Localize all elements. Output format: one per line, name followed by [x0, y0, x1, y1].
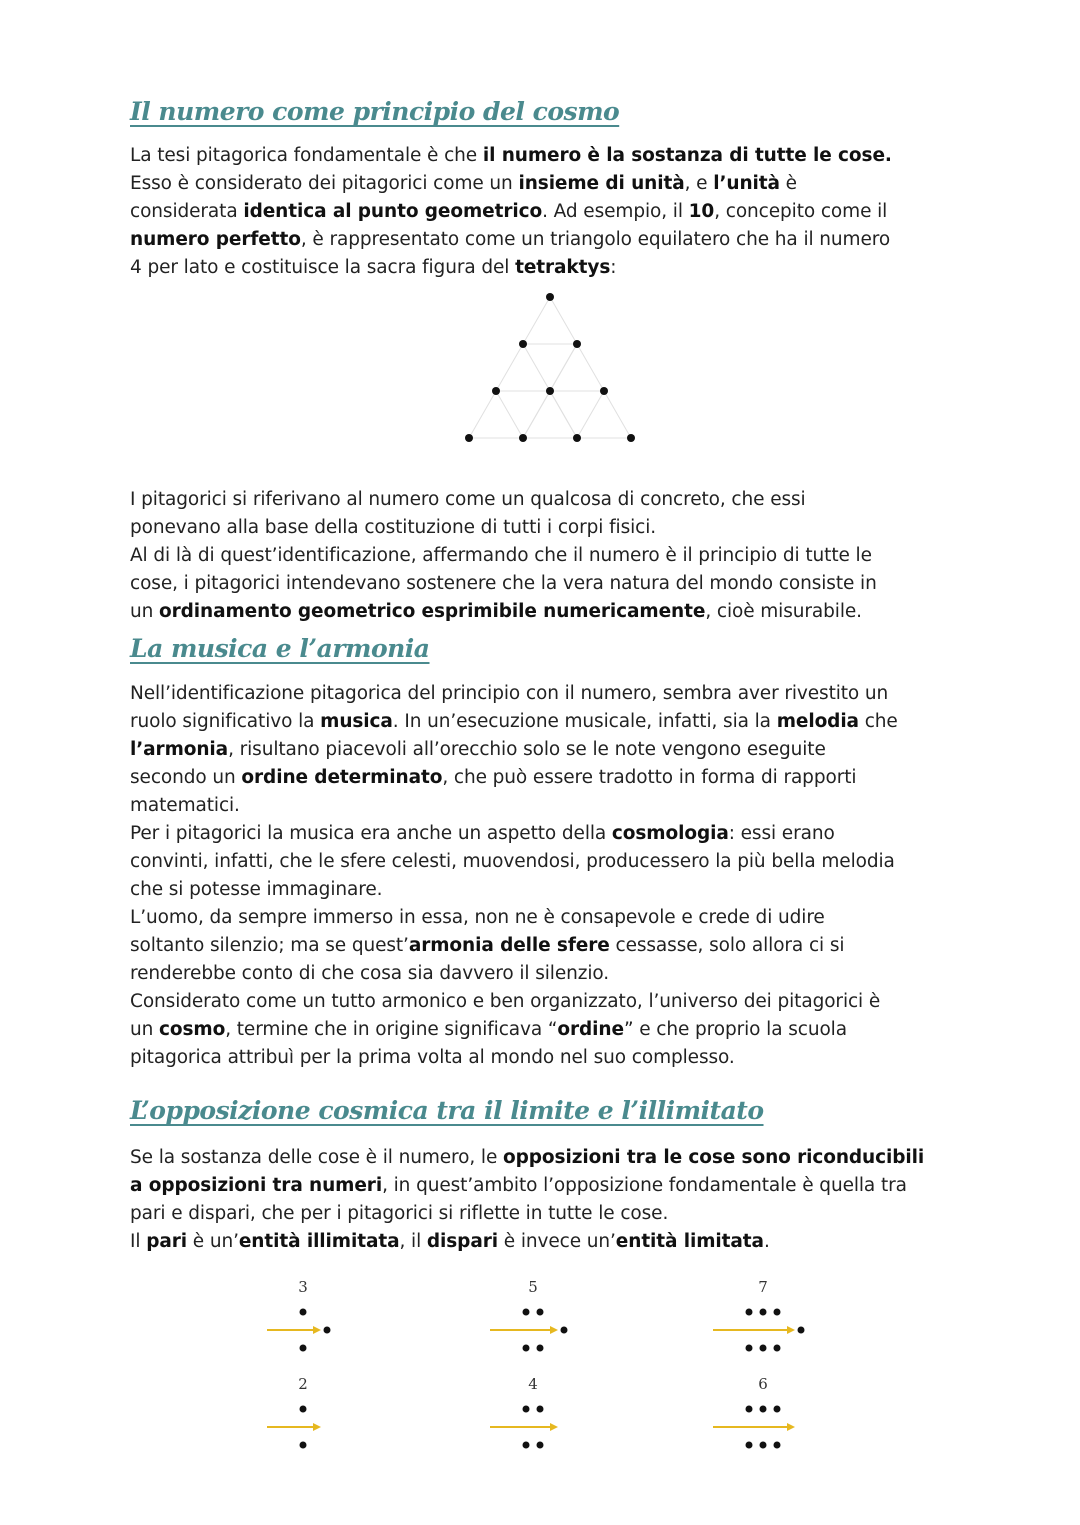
figure-dot	[300, 1309, 307, 1316]
text-run: , e	[684, 173, 714, 194]
text-line	[130, 198, 960, 226]
extra-dot	[561, 1327, 568, 1334]
text-line	[130, 932, 960, 960]
text-run: Il	[130, 1231, 147, 1252]
text-run: ponevano alla base della costituzione di tutti i corpi fisici.	[130, 517, 657, 538]
even-number-label: 4	[528, 1375, 538, 1393]
text-line	[130, 486, 960, 514]
figure-dot	[774, 1345, 781, 1352]
text-line	[130, 1228, 960, 1256]
text-run: un	[130, 601, 160, 622]
text-run: . Ad esempio, il	[542, 201, 689, 222]
text-line	[130, 848, 960, 876]
arrow-head	[313, 1326, 321, 1334]
bold-text: il numero è la sostanza di tutte le cose.	[482, 145, 892, 166]
arrow-head	[787, 1326, 795, 1334]
figure-dot	[523, 1345, 530, 1352]
text-run: pari e dispari, che per i pitagorici si riflette in tutte le cose.	[130, 1203, 669, 1224]
tetraktys-dot	[465, 434, 473, 442]
figure-dot	[774, 1442, 781, 1449]
section-heading-opposizione: L’opposizione cosmica tra il limite e l’illimitato	[130, 1096, 764, 1125]
text-line	[130, 1172, 960, 1200]
text-run: cose, i pitagorici intendevano sostenere che la vera natura del mondo consiste in	[130, 573, 877, 594]
figure-dot	[537, 1345, 544, 1352]
figure-dot	[523, 1442, 530, 1449]
text-run: Nell’identificazione pitagorica del principio con il numero, sembra aver rivestito un	[130, 683, 889, 704]
figure-dot	[746, 1406, 753, 1413]
text-run: 4 per lato e costituisce la sacra figura del	[130, 257, 516, 278]
text-run: è	[779, 173, 797, 194]
text-run: Al di là di quest’identificazione, affermando che il numero è il principio di tutte le	[130, 545, 872, 566]
figure-dot	[760, 1442, 767, 1449]
text-run: . In un’esecuzione musicale, infatti, sia la	[392, 711, 777, 732]
text-run: che	[858, 711, 898, 732]
bold-text: l’armonia	[130, 739, 229, 760]
figure-dot	[523, 1406, 530, 1413]
tetraktys-dot	[519, 340, 527, 348]
odd-number-label: 7	[758, 1278, 768, 1296]
bold-text: cosmo	[159, 1019, 226, 1040]
tetraktys-dot	[519, 434, 527, 442]
bold-text: musica	[320, 711, 393, 732]
arrow-head	[550, 1423, 558, 1431]
text-run: renderebbe conto di che cosa sia davvero il silenzio.	[130, 963, 610, 984]
bold-text: ordinamento geometrico esprimibile numericamente	[159, 601, 706, 622]
text-line	[130, 1200, 960, 1228]
odd-even-figures	[230, 1270, 850, 1455]
bold-text: numero perfetto	[130, 229, 301, 250]
even-number-label: 6	[758, 1375, 768, 1393]
text-line	[130, 960, 960, 988]
text-line	[130, 764, 960, 792]
text-run: , cioè misurabile.	[705, 601, 862, 622]
figure-dot	[300, 1442, 307, 1449]
text-run: Se la sostanza delle cose è il numero, le	[130, 1147, 504, 1168]
text-run: pitagorica attribuì per la prima volta al mondo nel suo complesso.	[130, 1047, 735, 1068]
figure-dot	[537, 1309, 544, 1316]
text-line	[130, 820, 960, 848]
text-run: è invece un’	[497, 1231, 616, 1252]
arrow-head	[313, 1423, 321, 1431]
text-run: , concepito come il	[714, 201, 888, 222]
text-line	[130, 708, 960, 736]
tetraktys-figure	[455, 285, 645, 450]
figure-dot	[746, 1442, 753, 1449]
even-number-label: 2	[298, 1375, 308, 1393]
text-run: ” e che proprio la scuola	[623, 1019, 847, 1040]
bold-text: a opposizioni tra numeri	[130, 1175, 383, 1196]
tetraktys-dot	[546, 293, 554, 301]
text-line	[130, 736, 960, 764]
odd-number-label: 3	[298, 1278, 308, 1296]
text-line	[130, 142, 960, 170]
tetraktys-grid-line	[496, 391, 523, 438]
paragraph-musica	[130, 680, 960, 1072]
tetraktys-dot	[492, 387, 500, 395]
text-line	[130, 542, 960, 570]
text-line	[130, 792, 960, 820]
text-run: , termine che in origine significava “	[225, 1019, 558, 1040]
text-run: Esso è considerato dei pitagorici come un	[130, 173, 519, 194]
tetraktys-dot	[546, 387, 554, 395]
paragraph-numero-intro	[130, 142, 960, 282]
section-heading-musica: La musica e l’armonia	[130, 634, 430, 663]
paragraph-opposizione	[130, 1144, 960, 1256]
tetraktys-dot	[573, 340, 581, 348]
text-line	[130, 598, 960, 626]
text-line	[130, 254, 960, 282]
text-run: , risultano piacevoli all’orecchio solo se le note vengono eseguite	[228, 739, 826, 760]
figure-dot	[746, 1309, 753, 1316]
text-run: soltanto silenzio; ma se quest’	[130, 935, 409, 956]
text-line	[130, 570, 960, 598]
bold-text: tetraktys	[515, 257, 611, 278]
odd-number-label: 5	[528, 1278, 538, 1296]
bold-text: l’unità	[713, 173, 780, 194]
text-run: matematici.	[130, 795, 240, 816]
text-run: , in quest’ambito l’opposizione fondamentale è quella tra	[382, 1175, 907, 1196]
bold-text: cosmologia	[611, 823, 729, 844]
text-line	[130, 226, 960, 254]
bold-text: melodia	[776, 711, 859, 732]
text-run: La tesi pitagorica fondamentale è che	[130, 145, 483, 166]
arrow-head	[550, 1326, 558, 1334]
extra-dot	[798, 1327, 805, 1334]
figure-dot	[300, 1406, 307, 1413]
text-line	[130, 170, 960, 198]
tetraktys-dot	[573, 434, 581, 442]
text-run: I pitagorici si riferivano al numero come un qualcosa di concreto, che essi	[130, 489, 806, 510]
text-run: un	[130, 1019, 160, 1040]
figure-dot	[537, 1406, 544, 1413]
bold-text: entità illimitata	[238, 1231, 400, 1252]
bold-text: ordine	[557, 1019, 624, 1040]
text-run: , il	[399, 1231, 427, 1252]
text-run: è un’	[186, 1231, 239, 1252]
figure-dot	[774, 1406, 781, 1413]
text-run: che si potesse immaginare.	[130, 879, 383, 900]
tetraktys-grid-line	[577, 391, 604, 438]
text-run: .	[763, 1231, 770, 1252]
text-run: considerata	[130, 201, 244, 222]
tetraktys-dot	[627, 434, 635, 442]
text-line	[130, 1016, 960, 1044]
text-line	[130, 904, 960, 932]
bold-text: identica al punto geometrico	[243, 201, 543, 222]
text-run: L’uomo, da sempre immerso in essa, non ne è consapevole e crede di udire	[130, 907, 825, 928]
text-line	[130, 1144, 960, 1172]
arrow-head	[787, 1423, 795, 1431]
paragraph-numero-concreto	[130, 486, 960, 626]
figure-dot	[774, 1309, 781, 1316]
figure-dot	[760, 1345, 767, 1352]
bold-text: dispari	[426, 1231, 498, 1252]
text-run: ruolo significativo la	[130, 711, 321, 732]
text-line	[130, 1044, 960, 1072]
text-run: :	[610, 257, 617, 278]
text-run: Per i pitagorici la musica era anche un aspetto della	[130, 823, 612, 844]
figure-dot	[760, 1406, 767, 1413]
text-run: convinti, infatti, che le sfere celesti, muovendosi, producessero la più bella melodia	[130, 851, 895, 872]
figure-dot	[760, 1309, 767, 1316]
text-run: Considerato come un tutto armonico e ben organizzato, l’universo dei pitagorici è	[130, 991, 881, 1012]
bold-text: 10	[688, 201, 715, 222]
text-line	[130, 680, 960, 708]
text-line	[130, 988, 960, 1016]
text-run: , che può essere tradotto in forma di rapporti	[442, 767, 857, 788]
tetraktys-outline	[469, 297, 631, 438]
bold-text: armonia delle sfere	[408, 935, 610, 956]
extra-dot	[324, 1327, 331, 1334]
text-line	[130, 876, 960, 904]
figure-dot	[746, 1345, 753, 1352]
text-run: , è rappresentato come un triangolo equilatero che ha il numero	[300, 229, 891, 250]
figure-dot	[300, 1345, 307, 1352]
figure-dot	[537, 1442, 544, 1449]
bold-text: pari	[146, 1231, 187, 1252]
text-run: cessasse, solo allora ci si	[609, 935, 845, 956]
section-heading-numero: Il numero come principio del cosmo	[130, 97, 620, 126]
bold-text: opposizioni tra le cose sono riconducibili	[503, 1147, 925, 1168]
text-run: secondo un	[130, 767, 242, 788]
bold-text: insieme di unità	[518, 173, 685, 194]
figure-dot	[523, 1309, 530, 1316]
bold-text: entità limitata	[615, 1231, 764, 1252]
text-run: : essi erano	[728, 823, 835, 844]
text-line	[130, 514, 960, 542]
bold-text: ordine determinato	[241, 767, 443, 788]
tetraktys-dot	[600, 387, 608, 395]
